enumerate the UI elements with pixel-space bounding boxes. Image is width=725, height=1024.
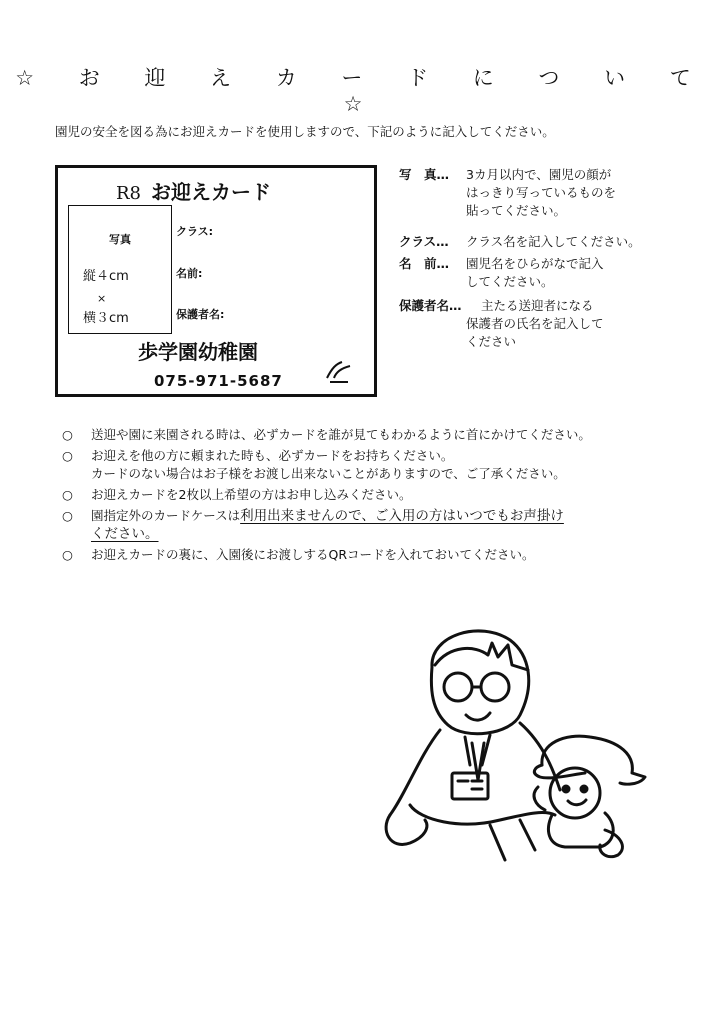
photo-label: 写真 (109, 233, 131, 246)
bullet: ○ (62, 487, 73, 502)
note-text (91, 507, 591, 525)
note-text: お迎えカードの裏に、入園後にお渡しするQRコードを入れておいてください。 (91, 547, 535, 562)
bullet: ○ (62, 448, 73, 463)
bullet: ○ (62, 427, 73, 442)
list-item (62, 486, 591, 504)
desc-line: 主たる送迎者になる (481, 298, 594, 313)
note-text: カードのない場合はお子様をお渡し出来ないことがありますので、ご了承ください。 (91, 466, 566, 481)
page-title: ☆ お 迎 え カ ー ド に つ い て ☆ (15, 66, 710, 116)
list-item (62, 447, 591, 483)
sample-card (55, 165, 377, 397)
note-text: 送迎や園に来園される時は、必ずカードを誰が見てもわかるように首にかけてください。 (91, 427, 591, 442)
note-text-part: 園指定外のカードケースは (91, 508, 241, 523)
desc-line: クラス名を記入してください。 (466, 234, 641, 249)
note-text: お迎えを他の方に頼まれた時も、必ずカードをお持ちください。 (91, 448, 454, 463)
photo-times: × (97, 292, 107, 305)
field-name: 名前: (176, 267, 203, 280)
list-item (62, 426, 591, 444)
desc-line: 園児名をひらがなで記入 (466, 256, 604, 271)
parent-child-illustration-icon (370, 615, 670, 865)
notes-list (62, 426, 591, 567)
list-item (62, 507, 591, 543)
intro-text: 園児の安全を図る為にお迎えカードを使用しますので、下記のように記入してください。 (55, 124, 555, 139)
desc-label: 写 真… (399, 167, 450, 182)
note-text: お迎えカードを2枚以上希望の方はお申し込みください。 (91, 487, 412, 502)
desc-label: クラス… (399, 234, 449, 249)
list-item (62, 546, 591, 564)
card-title (116, 176, 271, 205)
note-text (91, 525, 591, 543)
field-guardian: 保護者名: (176, 308, 225, 321)
bullet: ○ (62, 547, 73, 562)
desc-line: 保護者の氏名を記入して (466, 316, 604, 331)
bullet: ○ (62, 508, 73, 523)
school-name: 歩学園幼稚園 (138, 340, 258, 364)
school-phone: 075-971-5687 (154, 372, 283, 390)
field-class: クラス: (176, 225, 214, 238)
photo-box (68, 205, 172, 334)
desc-label: 保護者名… (399, 298, 462, 313)
card-name: お迎えカード (151, 180, 272, 204)
note-underlined: ください。 (91, 526, 159, 542)
desc-line: 貼ってください。 (466, 203, 567, 218)
note-underlined: 利用出来ませんので、ご入用の方はいつでもお声掛け (240, 508, 564, 524)
desc-line: してください。 (466, 274, 554, 289)
desc-line: はっきり写っているものを (466, 185, 617, 200)
desc-line: ください (466, 334, 517, 349)
photo-height: 縦４cm (83, 269, 129, 284)
photo-width: 横３cm (83, 311, 129, 326)
school-logo-icon (324, 358, 354, 384)
desc-label: 名 前… (399, 256, 450, 271)
desc-line: 3カ月以内で、園児の顔が (466, 167, 612, 182)
card-year: R8 (116, 183, 142, 204)
